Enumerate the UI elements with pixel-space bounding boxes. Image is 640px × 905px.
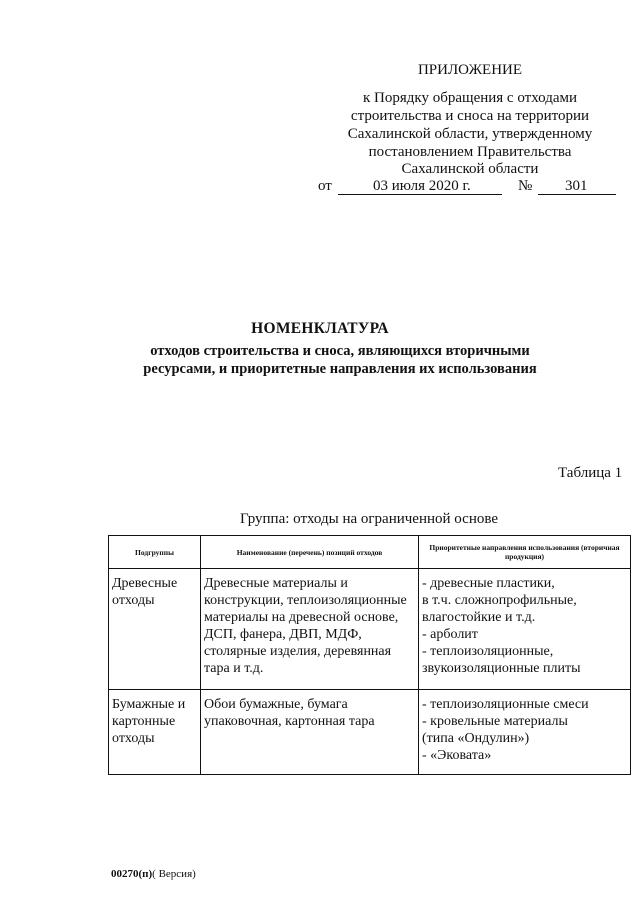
use-line: - «Эковата» [422, 748, 492, 763]
appendix-line-4: постановлением Правительства [368, 144, 572, 160]
appendix-line-5: Сахалинской области [401, 161, 539, 177]
cell-subgroup: Древесные отходы [109, 569, 201, 690]
header-items: Наименование (перечень) позиций отходов [201, 536, 419, 569]
group-label: Группа: отходы на ограниченной основе [239, 511, 499, 527]
subtitle-line-2: ресурсами, и приоритетные направления их использования [143, 361, 537, 377]
footer-code-number: 00270(п) [111, 868, 153, 880]
date-value: 03 июля 2020 г. [373, 178, 471, 194]
use-line: - арболит [422, 627, 478, 642]
cell-items: Древесные материалы и конструкции, теплоизоляционные материалы на древесной основе, ДСП, фанера, ДВП, МДФ, столярные изделия, деревянная тара и т.д. [201, 569, 419, 690]
appendix-line-3: Сахалинской области, утвержденному [347, 126, 593, 142]
use-line: в т.ч. сложнопрофильные, [422, 593, 577, 608]
footer-code [111, 868, 196, 880]
cell-items: Обои бумажные, бумага упаковочная, картонная тара [201, 690, 419, 775]
footer-version: ( Версия) [152, 868, 196, 880]
appendix-title: ПРИЛОЖЕНИЕ [417, 62, 523, 78]
document-title: НОМЕНКЛАТУРА [251, 320, 389, 337]
nomenclature-table [108, 535, 631, 775]
cell-uses [419, 569, 631, 690]
header-subgroup: Подгруппы [109, 536, 201, 569]
table-row [109, 569, 631, 690]
document-subtitle [40, 342, 640, 378]
use-line: - кровельные материалы [422, 714, 568, 729]
use-line: звукоизоляционные плиты [422, 661, 581, 676]
appendix-line-2: строительства и сноса на территории [350, 108, 590, 124]
cell-uses [419, 690, 631, 775]
use-line: - древесные пластики, [422, 576, 555, 591]
number-label: № [518, 178, 533, 194]
use-line: (типа «Ондулин») [422, 731, 530, 746]
table-number: Таблица 1 [558, 465, 623, 481]
subtitle-line-1: отходов строительства и сноса, являющихся вторичными [150, 343, 530, 359]
cell-subgroup: Бумажные и картонные отходы [109, 690, 201, 775]
header-uses: Приоритетные направления использования (вторичная продукция) [419, 536, 631, 569]
table-header-row [109, 536, 631, 569]
number-value: 301 [565, 178, 588, 194]
appendix-line-1: к Порядку обращения с отходами [363, 90, 577, 106]
use-line: влагостойкие и т.д. [422, 610, 536, 625]
date-prefix: от [318, 178, 332, 194]
use-line: - теплоизоляционные, [422, 644, 554, 659]
use-line: - теплоизоляционные смеси [422, 697, 589, 712]
table-row [109, 690, 631, 775]
